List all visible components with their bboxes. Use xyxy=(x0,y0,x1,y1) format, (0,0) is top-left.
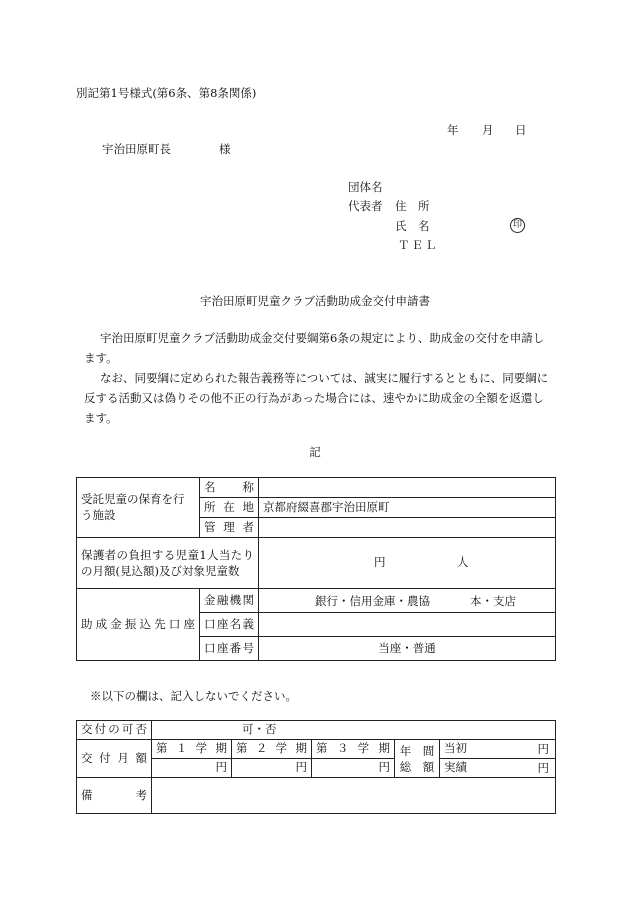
remarks-label: 備 考 xyxy=(77,778,152,814)
group-name-label: 団体名 xyxy=(348,180,383,194)
fee-label: 保護者の負担する児童1人当たりの月額(見込額)及び対象児童数 xyxy=(77,538,259,589)
term-2-label: 第２学期 xyxy=(232,740,312,759)
term-2-yen: 円 xyxy=(232,759,312,778)
monthly-label: 交付月額 xyxy=(77,740,152,778)
fee-yen: 円 xyxy=(374,555,386,569)
address-label: 住 所 xyxy=(395,199,430,213)
date-month: 月 xyxy=(482,123,494,137)
document-title: 宇治田原町児童クラブ活動助成金交付申請書 xyxy=(200,294,430,308)
application-table xyxy=(76,477,556,661)
account-name-field[interactable] xyxy=(259,613,556,637)
actual-field: 実績 円 xyxy=(440,759,556,778)
office-use-table xyxy=(76,720,556,814)
term-1-label: 第１学期 xyxy=(152,740,232,759)
addressee-honorific: 様 xyxy=(219,142,231,156)
account-name-label: 口座名義 xyxy=(200,613,259,637)
tel-label: ＴＥＬ xyxy=(398,238,439,252)
term-3-label: 第３学期 xyxy=(312,740,395,759)
branch-options: 本・支店 xyxy=(470,594,516,608)
initial-field: 当初 円 xyxy=(440,740,556,759)
bank-field[interactable] xyxy=(259,589,556,613)
account-number-label: 口座番号 xyxy=(200,637,259,661)
term-3-yen: 円 xyxy=(312,759,395,778)
facility-location-field[interactable]: 京都府綴喜郡宇治田原町 xyxy=(259,498,556,518)
approval-label: 交付の可否 xyxy=(77,721,152,740)
date-year: 年 xyxy=(447,123,459,137)
facility-manager-field[interactable] xyxy=(259,518,556,538)
bank-options: 銀行・信用金庫・農協 xyxy=(315,594,430,608)
date-day: 日 xyxy=(515,123,527,137)
term-1-yen: 円 xyxy=(152,759,232,778)
ki-marker: 記 xyxy=(309,445,321,459)
body-paragraph-2: なお、同要綱に定められた報告義務等については、誠実に履行するとともに、同要綱に反する活動又は偽りその他不正の行為があった場合には、速やかに助成金の全額を返還します。 xyxy=(84,371,549,425)
fee-field[interactable] xyxy=(259,538,556,589)
bank-section-label: 助成金振込先口座 xyxy=(77,589,200,661)
approval-field: 可・否 xyxy=(152,721,556,740)
remarks-field xyxy=(152,778,556,814)
facility-label: 受託児童の保育を行う施設 xyxy=(77,478,200,538)
body-paragraph-1: 宇治田原町児童クラブ活動助成金交付要綱第6条の規定により、助成金の交付を申請します。 xyxy=(84,331,545,365)
office-use-note: ※以下の欄は、記入しないでください。 xyxy=(90,689,297,703)
facility-name-field[interactable] xyxy=(259,478,556,498)
bank-label: 金融機関 xyxy=(200,589,259,613)
seal-icon: 印 xyxy=(510,216,525,233)
representative-label: 代表者 xyxy=(348,199,383,213)
account-number-field[interactable]: 当座・普通 xyxy=(259,637,556,661)
facility-manager-label: 管理者 xyxy=(200,518,259,538)
addressee-name: 宇治田原町長 xyxy=(102,142,171,156)
fee-persons: 人 xyxy=(457,555,469,569)
facility-location-label: 所在地 xyxy=(200,498,259,518)
name-label: 氏 名 xyxy=(395,219,430,233)
facility-name-label: 名 称 xyxy=(200,478,259,498)
annual-total-label: 年 間 総 額 xyxy=(395,740,440,778)
form-id: 別記第1号様式(第6条、第8条関係) xyxy=(76,86,257,100)
